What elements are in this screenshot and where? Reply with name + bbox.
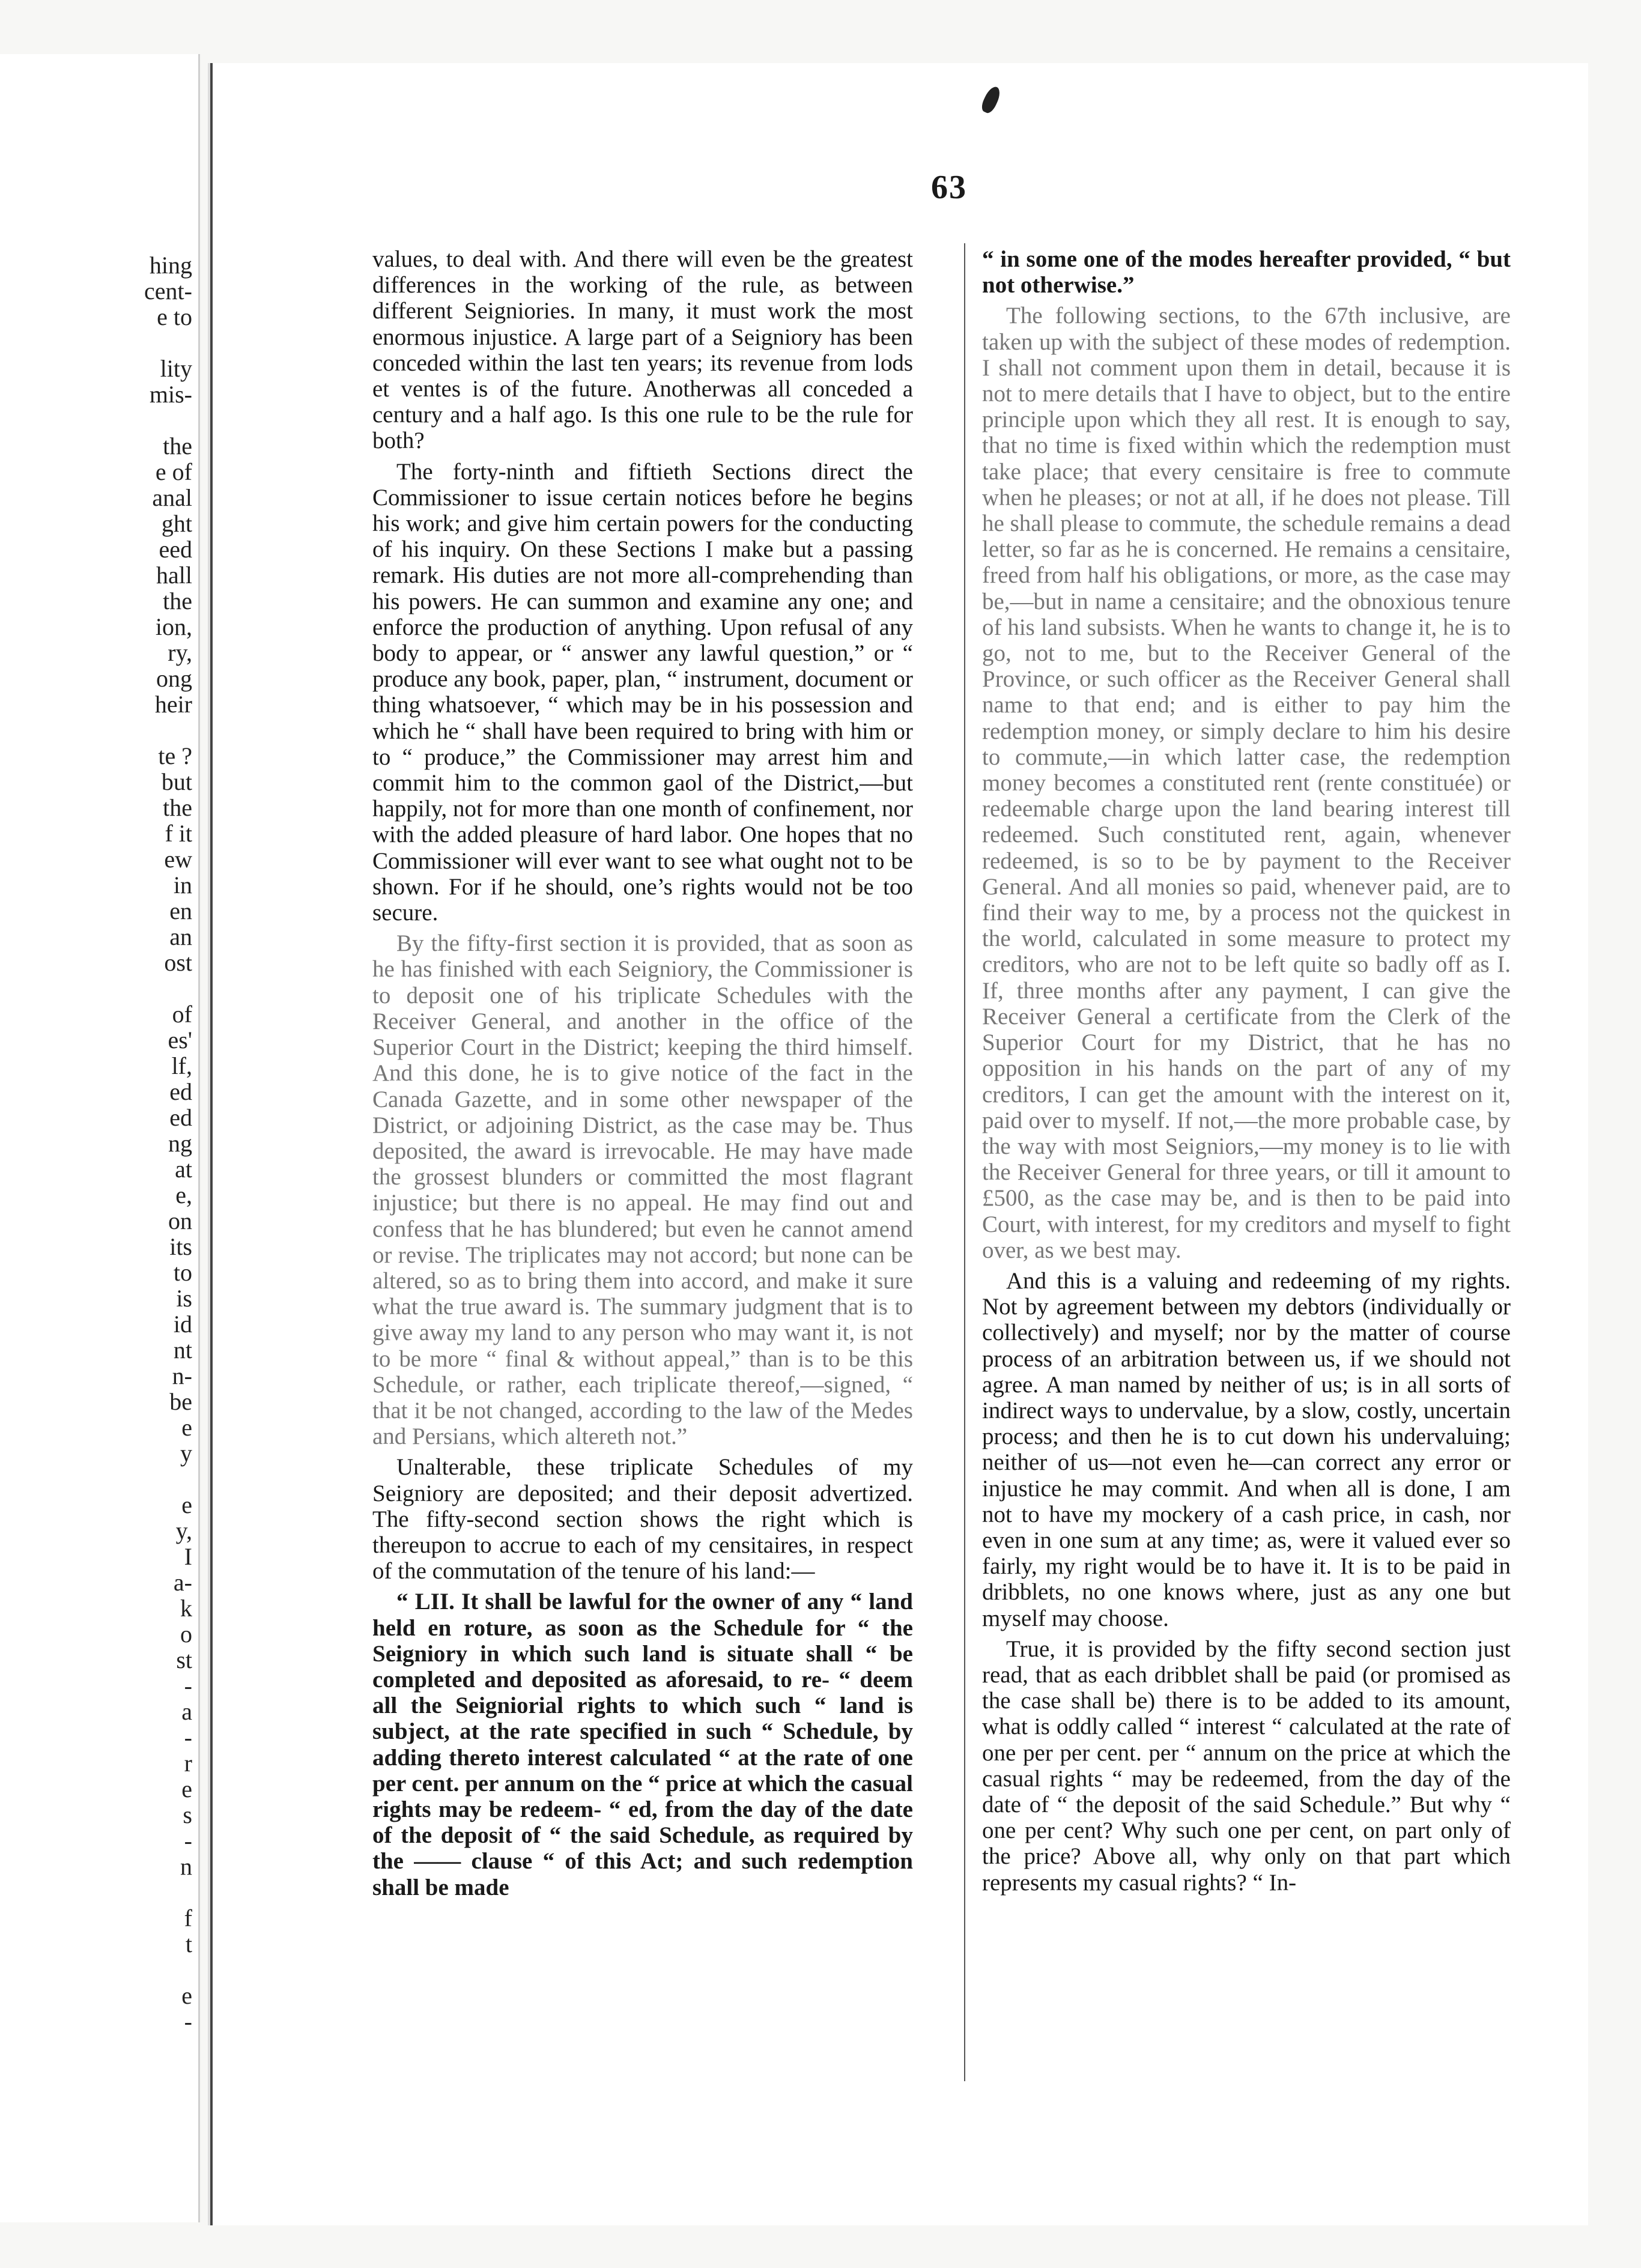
previous-page-text-fragment: - — [184, 1724, 192, 1751]
previous-page-text-fragment: f — [184, 1905, 192, 1932]
statute-quote: “ LII. It shall be lawful for the owner of any “ land held en roture, as soon as the Schedule for “ the Seigniory in which such land is situate shall “ be completed and deposited as aforesaid, to re- “ deem all the Seigniorial rights to which such “ land is subject, at the rate specified in such “ Schedule, by adding thereto interest calculated “ at the rate of one per cent. per annum on the “ price at which the casual rights may be redeem- “ ed, from the day of the date of the deposit of “ the said Schedule, as required by the —— clause “ of this Act; and such redemption shall be made — [372, 1589, 913, 1900]
previous-page-text-fragment: id — [173, 1311, 192, 1338]
previous-page-text-fragment: - — [184, 2008, 192, 2035]
previous-page-text-fragment: lity — [160, 355, 192, 382]
previous-page-text-fragment: ong — [156, 665, 192, 692]
paragraph: Unalterable, these triplicate Schedules of my Seigniory are deposited; and their deposit advertized. The fifty-second section shows the right which is thereupon to accrue to each of my censitaires, in respect of the commutation of the tenure of his land:— — [372, 1454, 913, 1584]
paragraph: By the fifty-first section it is provided, that as soon as he has finished with each Seigniory, the Commissioner is to deposit one of his triplicate Schedules with the Receiver General, and another in the office of the Superior Court in the District; keeping the third himself. And this done, he is to give notice of the fact in the Canada Gazette, and in some other newspaper of the District, or adjoining District, as the case may be. Thus deposited, the award is irrevocable. He may have made the grossest blunders or committed the most flagrant injustice; but there is no appeal. He may find out and confess that he has blundered; but even he cannot amend or revise. The triplicates may not accord; but none can be altered, so as to bring them into accord, and make it sure what the true award is. The summary judgment that is to give away my land to any person who may want it, is not to be more “ final & without appeal,” than is to be this Schedule, or rather, each triplicate thereof,—signed, “ that it be not changed, according to the law of the Medes and Persians, which altereth not.” — [372, 930, 913, 1450]
previous-page-text-fragment: ew — [164, 846, 192, 873]
previous-page-text-fragment: nt — [173, 1336, 192, 1363]
paragraph: True, it is provided by the fifty second section just read, that as each dribblet shall be paid (or promised as the case shall be) there is to be added to its amount, what is oddly called “ interest “ calculated at the rate of one per per cent. per “ annum on the price at which the casual rights “ may be redeemed, from the day of the date of “ the deposit of the said Schedule.” But why “ one per cent? Why such one per cent, on part only of the price? Above all, why only on that part which represents my casual rights? “ In- — [982, 1636, 1511, 1896]
ink-blot — [979, 85, 1002, 115]
previous-page-text-fragment: heir — [154, 691, 192, 718]
previous-page-text-fragment: n- — [172, 1362, 192, 1389]
previous-page-text-fragment: hall — [156, 562, 192, 589]
left-column — [372, 246, 913, 1900]
previous-page-text-fragment: - — [184, 1827, 192, 1854]
previous-page-text-fragment: mis- — [149, 381, 192, 408]
previous-page-text-fragment: st — [176, 1646, 192, 1673]
previous-page-edge — [0, 54, 200, 2222]
previous-page-text-fragment: I — [184, 1543, 192, 1570]
previous-page-text-fragment: of — [172, 1001, 192, 1028]
previous-page-text-fragment: ed — [169, 1104, 192, 1131]
page-number: 63 — [931, 169, 967, 206]
previous-page-text-fragment: k — [180, 1595, 192, 1622]
previous-page-text-fragment: e — [181, 1775, 192, 1803]
column-divider — [964, 243, 965, 2081]
previous-page-text-fragment: at — [175, 1156, 192, 1183]
previous-page-text-fragment: e — [181, 1982, 192, 2009]
previous-page-text-fragment: es' — [168, 1026, 192, 1054]
previous-page-text-fragment: n — [180, 1853, 192, 1880]
previous-page-text-fragment: e to — [157, 303, 192, 330]
previous-page-text-fragment: a — [181, 1698, 192, 1725]
previous-page-text-fragment: ry, — [168, 639, 192, 666]
previous-page-text-fragment: ght — [161, 510, 192, 537]
previous-page-text-fragment: e — [181, 1414, 192, 1441]
right-column — [982, 246, 1511, 1896]
previous-page-text-fragment: o — [180, 1621, 192, 1648]
previous-page-text-fragment: en — [169, 897, 192, 924]
paragraph: The forty-ninth and fiftieth Sections direct the Commissioner to issue certain notices before he begins his work; and give him certain powers for the conducting of his inquiry. On these Sections I make but a passing remark. His duties are not more all-comprehending than his powers. He can summon and examine any one; and enforce the production of anything. Upon refusal of any body to appear, or “ answer any lawful question,” or “ produce any book, paper, plan, “ instrument, document or thing whatsoever, “ which may be in his possession and which he “ shall have been required to bring with him or to “ produce,” the Commissioner may arrest him and commit him to the common gaol of the District,—but happily, not for more than one month of confinement, nor with the added pleasure of hard labor. One hopes that no Commissioner will ever want to see what ought not to be shown. For if he should, one’s rights would not be too secure. — [372, 458, 913, 926]
previous-page-text-fragment: ng — [168, 1130, 192, 1157]
previous-page-text-fragment: to — [173, 1259, 192, 1286]
paragraph: And this is a valuing and redeeming of my rights. Not by agreement between my debtors (individually or collectively) and myself; nor by the matter of course process of an arbitration between us, if we should not agree. A man named by neither of us; is in all sorts of indirect ways to undervalue, by a slow, costly, uncertain process; and then he is to cut down his undervaluing; neither of us—not even he—can correct any error or injustice he may commit. And when all is done, I am not to have my mockery of a cash price, in cash, nor even in one sum at any time; as, were it valued ever so fairly, my right would be to have it. It is to be paid in dribblets, no one knows where, just as any one but myself may choose. — [982, 1267, 1511, 1631]
previous-page-text-fragment: lf, — [171, 1052, 192, 1079]
previous-page-text-fragment: ed — [169, 1078, 192, 1105]
previous-page-text-fragment: on — [168, 1207, 192, 1234]
previous-page-text-fragment: the — [163, 432, 192, 459]
previous-page-text-fragment: f it — [165, 820, 192, 847]
previous-page-text-fragment: cent- — [144, 277, 192, 305]
previous-page-text-fragment: an — [169, 923, 192, 950]
previous-page-text-fragment: eed — [159, 536, 192, 563]
previous-page-text-fragment: e of — [155, 458, 192, 485]
previous-page-text-fragment: ost — [164, 949, 192, 976]
previous-page-text-fragment: but — [161, 768, 192, 795]
previous-page-text-fragment: in — [173, 872, 192, 899]
previous-page-text-fragment: a- — [173, 1569, 192, 1596]
previous-page-text-fragment: its — [169, 1233, 192, 1260]
previous-page-text-fragment: t — [185, 1930, 192, 1957]
previous-page-text-fragment: e — [181, 1491, 192, 1518]
previous-page-text-fragment: s — [183, 1801, 192, 1828]
previous-page-text-fragment: y, — [175, 1517, 192, 1544]
previous-page-text-fragment: te ? — [158, 742, 192, 769]
previous-page-text-fragment: ion, — [155, 613, 192, 640]
previous-page-text-fragment: hing — [149, 252, 192, 279]
previous-page-text-fragment: the — [163, 587, 192, 614]
statute-quote-continued: “ in some one of the modes hereafter provided, “ but not otherwise.” — [982, 246, 1511, 299]
paragraph: The following sections, to the 67th inclusive, are taken up with the subject of these modes of redemption. I shall not comment upon them in detail, because it is not to mere details that I have to object, but to the entire principle upon which they all rest. It is enough to say, that no time is fixed within which the redemption must take place; that every censitaire is free to commute when he pleases; or not at all, if he does not please. Till he shall please to commute, the schedule remains a dead letter, so far as he is concerned. He remains a censitaire, freed from half his obligations, or more, as the case may be,—but in name a censitaire; and the obnoxious tenure of his land subsists. When he wants to change it, he is to go, not to me, but to the Receiver General of the Province, or such officer as the Receiver General shall name to that end; and is either to pay him the redemption money, or simply declare to him his desire to commute,—in which latter case, the redemption money becomes a constituted rent (rente constituée) or redeemable charge upon the land bearing interest till redeemed. Such constituted rent, again, whenever redeemed, is so to be by payment to the Receiver General. And all monies so paid, whenever paid, are to find their way to me, by a process not the quickest in the world, calculated in some measure to protect my creditors, who are not to be left quite so badly off as I. If, three months after any payment, I can give the Receiver General a certificate from the Clerk of the Superior Court for my District, that he has no opposition in his hands on the part of any of my creditors, I can get the amount with the interest on it, paid over to myself. If not,—the more probable case, by the way with most Seigniors,—my money is to lie with the Receiver General for three years, or till it amount to £500, as the case may be, and is then to be paid into Court, with interest, for my creditors and myself to fight over, as we best may. — [982, 303, 1511, 1263]
previous-page-text-fragment: - — [184, 1672, 192, 1699]
previous-page-text-fragment: e, — [175, 1181, 192, 1208]
previous-page-text-fragment: anal — [152, 484, 192, 511]
previous-page-text-fragment: is — [176, 1285, 192, 1312]
previous-page-text-fragment: the — [163, 794, 192, 821]
previous-page-text-fragment: y — [180, 1440, 192, 1467]
paragraph: values, to deal with. And there will even be the greatest differences in the working of the rule, as between different Seigniories. In many, it must work the most enormous injustice. A large part of a Seigniory has been conceded within the last ten years; its revenue from lods et ventes is of the future. Anotherwas all conceded a century and a half ago. Is this one rule to be the rule for both? — [372, 246, 913, 454]
previous-page-text-fragment: r — [184, 1750, 192, 1777]
previous-page-text-fragment: be — [169, 1388, 192, 1415]
